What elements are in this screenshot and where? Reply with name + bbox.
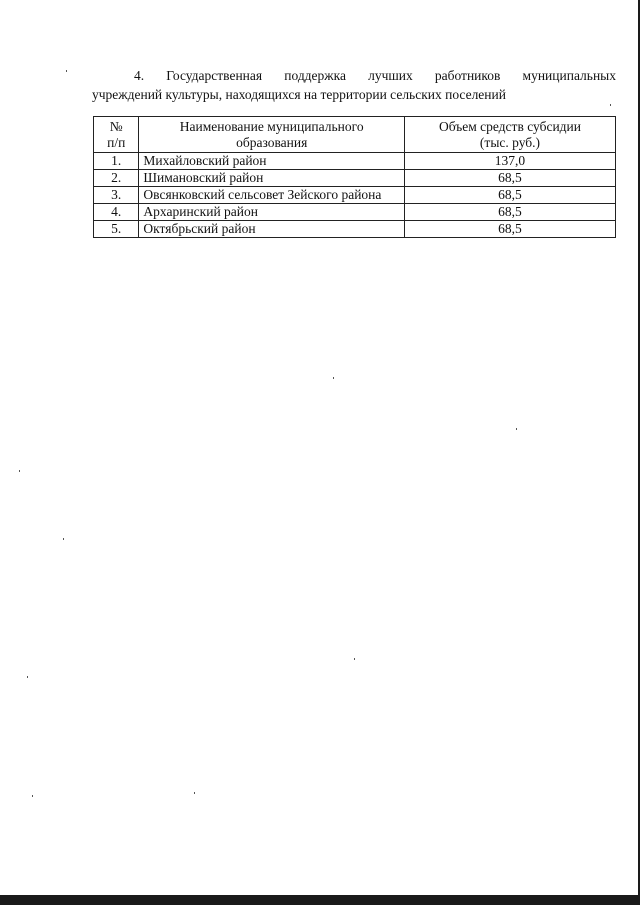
table-row	[94, 187, 616, 204]
table-row	[94, 170, 616, 187]
scan-speck	[610, 104, 611, 106]
column-header-number-line-2: п/п	[107, 135, 126, 150]
scan-edge-bottom	[0, 895, 640, 905]
row-amount: 68,5	[404, 221, 615, 238]
section-heading	[92, 66, 616, 104]
table-row	[94, 204, 616, 221]
row-municipality: Октябрьский район	[139, 221, 405, 238]
row-number: 2.	[94, 170, 139, 187]
scan-speck	[27, 676, 28, 678]
section-heading-line-2: учреждений культуры, находящихся на территории сельских поселений	[92, 87, 506, 102]
row-number: 5.	[94, 221, 139, 238]
scan-speck	[66, 70, 67, 72]
column-header-municipality-line-2: образования	[236, 135, 308, 150]
row-municipality: Шимановский район	[139, 170, 405, 187]
table-row	[94, 221, 616, 238]
row-amount: 68,5	[404, 187, 615, 204]
column-header-number-line-1: №	[109, 119, 123, 134]
column-header-amount	[404, 117, 615, 153]
subsidy-table	[93, 116, 616, 238]
scan-speck	[32, 795, 33, 797]
scan-speck	[194, 792, 195, 794]
scan-speck	[333, 377, 334, 379]
scan-speck	[516, 428, 517, 430]
column-header-municipality	[139, 117, 405, 153]
scan-speck	[63, 538, 64, 540]
row-municipality: Михайловский район	[139, 153, 405, 170]
column-header-amount-line-1: Объем средств субсидии	[438, 119, 581, 134]
column-header-municipality-line-1: Наименование муниципального	[179, 119, 364, 134]
row-municipality: Овсянковский сельсовет Зейского района	[139, 187, 405, 204]
scan-speck	[19, 470, 20, 472]
column-header-amount-line-2: (тыс. руб.)	[479, 135, 541, 150]
row-amount: 137,0	[404, 153, 615, 170]
row-municipality: Архаринский район	[139, 204, 405, 221]
section-heading-line-1: 4. Государственная поддержка лучших работников муниципальных	[134, 68, 616, 83]
table-row	[94, 153, 616, 170]
scan-speck	[354, 658, 355, 660]
row-number: 1.	[94, 153, 139, 170]
row-number: 4.	[94, 204, 139, 221]
row-number: 3.	[94, 187, 139, 204]
row-amount: 68,5	[404, 204, 615, 221]
column-header-number	[94, 117, 139, 153]
table-header-row	[94, 117, 616, 153]
row-amount: 68,5	[404, 170, 615, 187]
